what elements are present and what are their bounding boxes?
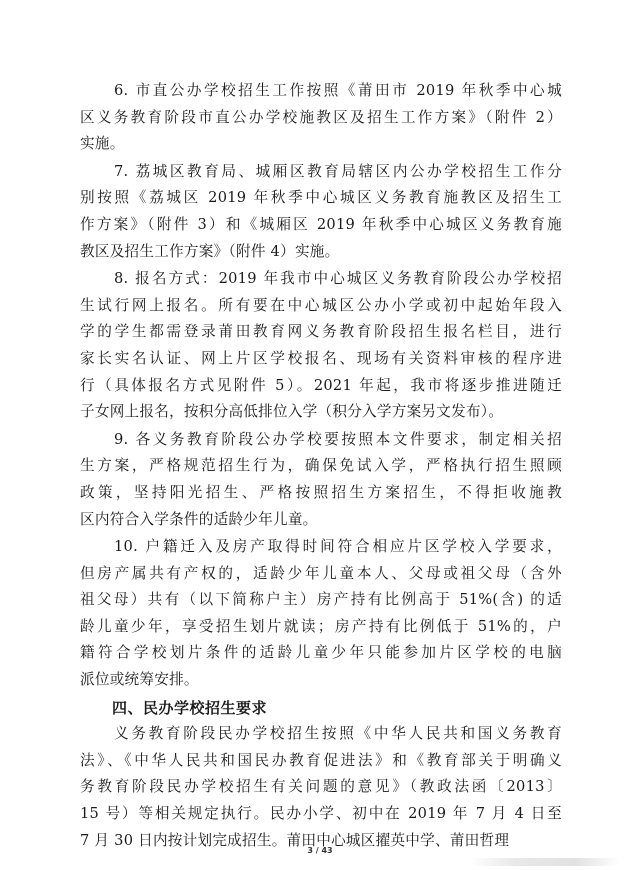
text-line: 7 月 30 日内按计划完成招生。莆田中心城区擢英中学、莆田哲理 [80, 831, 510, 849]
page-number: 3 / 43 [307, 846, 333, 855]
text-line: 义务教育阶段民办学校招生按照《中华人民共和国义务教育 [114, 725, 562, 743]
paragraph-s4 [80, 721, 562, 854]
text-line: 6. 市直公办学校招生工作按照《莆田市 2019 年秋季中心城 [114, 82, 562, 99]
text-line: 区义务教育阶段市直公办学校施教区及招生工作方案》（附件 2） [80, 108, 562, 126]
text-line: 作方案》（附件 3）和《城厢区 2019 年秋季中心城区义务教育施 [80, 215, 562, 233]
document-body [80, 78, 562, 855]
text-line: 8. 报名方式：2019 年我市中心城区义务教育阶段公办学校招 [114, 270, 562, 288]
text-line: 子女网上报名，按积分高低排位入学（积分入学方案另文发布）。 [80, 403, 504, 421]
text-line: 15 号）等相关规定执行。民办小学、初中在 2019 年 7 月 4 日至 [80, 805, 562, 823]
section-heading: 四、民办学校招生要求 [112, 698, 268, 717]
paragraph-p8 [80, 266, 562, 426]
text-line: 生试行网上报名。所有要在中心城区公办小学或初中起始年段入 [80, 296, 562, 314]
text-line: 行（具体报名方式见附件 5）。2021 年起，我市将逐步推进随迁 [80, 376, 562, 394]
paragraph-p10 [80, 534, 562, 694]
paragraph-p6 [80, 78, 562, 158]
paragraph-p7 [80, 159, 562, 265]
text-line: 籍符合学校划片条件的适龄儿童少年只能参加片区学校的电脑 [80, 644, 562, 662]
text-line: 生方案，严格规范招生行为，确保免试入学，严格执行招生照顾 [80, 457, 562, 475]
text-line: 但房产属共有产权的，适龄少年儿童本人、父母或祖父母（含外 [80, 564, 562, 582]
text-line: 7. 荔城区教育局、城厢区教育局辖区内公办学校招生工作分 [114, 162, 562, 180]
text-line: 政策，坚持阳光招生、严格按照招生方案招生，不得拒收施教 [80, 483, 562, 501]
text-line: 实施。 [80, 135, 125, 153]
text-line: 法》、《中华人民共和国民办教育促进法》和《教育部关于明确义 [80, 751, 562, 769]
text-line: 别按照《荔城区 2019 年秋季中心城区义务教育施教区及招生工 [80, 189, 562, 207]
text-line: 派位或统筹安排。 [80, 671, 199, 689]
paragraph-p9 [80, 427, 562, 533]
text-line: 龄儿童少年，享受招生划片就读；房产持有比例低于 51%的，户 [80, 617, 562, 635]
text-line: 9. 各义务教育阶段公办学校要按照本文件要求，制定相关招 [114, 430, 562, 448]
text-line: 区内符合入学条件的适龄少年儿童。 [80, 510, 318, 528]
text-line: 10. 户籍迁入及房产取得时间符合相应片区学校入学要求， [114, 538, 562, 556]
text-line: 务教育阶段民办学校招生有关问题的意见》（教政法函〔2013〕 [80, 778, 562, 796]
text-line: 教区及招生工作方案》（附件 4）实施。 [80, 242, 340, 260]
text-line: 祖父母）共有（以下简称户主）房产持有比例高于 51%(含) 的适 [80, 591, 562, 609]
faint-watermark [470, 858, 620, 866]
text-line: 学的学生都需登录莆田教育网义务教育阶段招生报名栏目，进行 [80, 323, 562, 341]
text-line: 家长实名认证、网上片区学校报名、现场有关资料审核的程序进 [80, 349, 562, 367]
